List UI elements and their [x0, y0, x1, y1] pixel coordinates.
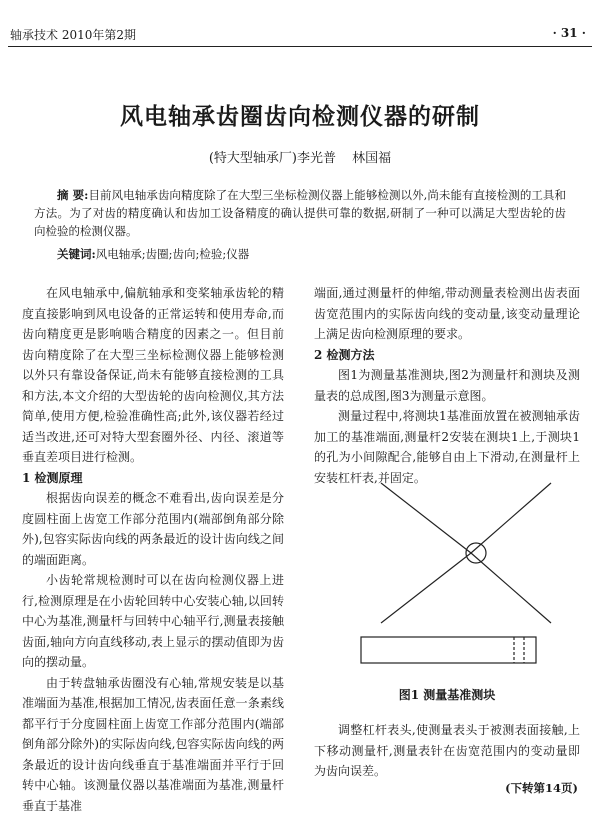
keywords-label: 关键词: — [57, 247, 96, 261]
author-affiliation: (特大型轴承厂)李光普 — [209, 151, 336, 166]
paragraph: 测量过程中,将测块1基准面放置在被测轴承齿加工的基准端面,测量杆2安装在测块1上,于测块1的孔为小间隙配合,能够自由上下滑动,在测量杆上安装杠杆表,并固定。 — [314, 406, 580, 488]
paragraph: 小齿轮常规检测时可以在齿向检测仪器上进行,检测原理是在小齿轮回转中心安装心轴,以回转中心为基准,测量杆与回转中心轴平行,测量表接触齿面,轴向方向直线移动,表上显示的摆动值即为齿向的摆动量。 — [22, 570, 284, 673]
keywords-text: 风电轴承;齿圈;齿向;检验;仪器 — [96, 247, 250, 261]
keywords — [34, 246, 566, 262]
continued-note: (下转第14页) — [505, 780, 578, 796]
right-column — [314, 283, 580, 488]
abstract-label: 摘 要: — [57, 188, 88, 202]
figure-caption: 图1 测量基准测块 — [314, 686, 580, 703]
figure-hole — [466, 543, 486, 563]
figure-line — [471, 483, 551, 553]
figure-measuring-block — [346, 475, 556, 680]
running-header — [10, 26, 590, 46]
figure-line — [381, 553, 471, 623]
paragraph: 图1为测量基准测块,图2为测量杆和测块及测量表的总成图,图3为测量示意图。 — [314, 365, 580, 406]
section-heading: 1 检测原理 — [22, 468, 284, 489]
paragraph: 调整杠杆表头,使测量表头于被测表面接触,上下移动测量杆,测量表针在齿宽范围内的变动量即为齿向误差。 — [314, 720, 580, 782]
paragraph: 由于转盘轴承齿圈没有心轴,常规安装是以基准端面为基准,根据加工情况,齿表面任意一条素线都平行于分度圆柱面上齿宽工作部分范围内(端部倒角部分除外)的实际齿向线,包容实际齿向线的两条最近的设计齿向线垂直于基准端面并平行于回转中心轴。该测量仪器以基准端面为基准,测量杆垂直于基准 — [22, 673, 284, 816]
figure-line — [381, 483, 471, 553]
left-column — [22, 283, 284, 816]
authors — [0, 147, 600, 166]
right-column-continued — [314, 720, 580, 782]
abstract-text: 目前风电轴承齿向精度除了在大型三坐标检测仪器上能够检测以外,尚未能有直接检测的工具和方法。为了对齿的精度确认和齿加工设备精度的确认提供可靠的数据,研制了一种可以满足大型齿轮的齿向检验的检测仪器。 — [34, 188, 566, 238]
journal-info: 轴承技术 2010年第2期 — [10, 26, 136, 43]
paragraph: 端面,通过测量杆的伸缩,带动测量表检测出齿表面齿宽范围内的实际齿向线的变动量,该变动量理论上满足齿向检测原理的要求。 — [314, 283, 580, 345]
abstract — [34, 186, 566, 240]
section-heading: 2 检测方法 — [314, 345, 580, 366]
paragraph: 在风电轴承中,偏航轴承和变桨轴承齿轮的精度直接影响到风电设备的正常运转和使用寿命,而齿向精度更是影响啮合精度的因素之一。但目前齿向精度除了在大型三坐标检测仪器上能够检测以外只有靠设备保证,尚未有能够直接检测的工具和方法,本文介绍的大型齿轮的齿向检测仪,其方法简单,使用方便,检验准确性高;此外,该仪器若经过适当改进,还可对特大型套圈外径、内径、滚道等垂直差项目进行检测。 — [22, 283, 284, 468]
author-second: 林国福 — [352, 151, 391, 166]
header-rule — [8, 46, 592, 47]
paragraph: 根据齿向误差的概念不难看出,齿向误差是分度圆柱面上齿宽工作部分范围内(端部倒角部分除外),包容实际齿向线的两条最近的设计齿向线之间的端面距离。 — [22, 488, 284, 570]
page-number: · 31 · — [553, 26, 586, 40]
paper-title: 风电轴承齿圈齿向检测仪器的研制 — [0, 98, 600, 131]
figure-line — [471, 553, 551, 623]
figure-block — [361, 637, 536, 663]
